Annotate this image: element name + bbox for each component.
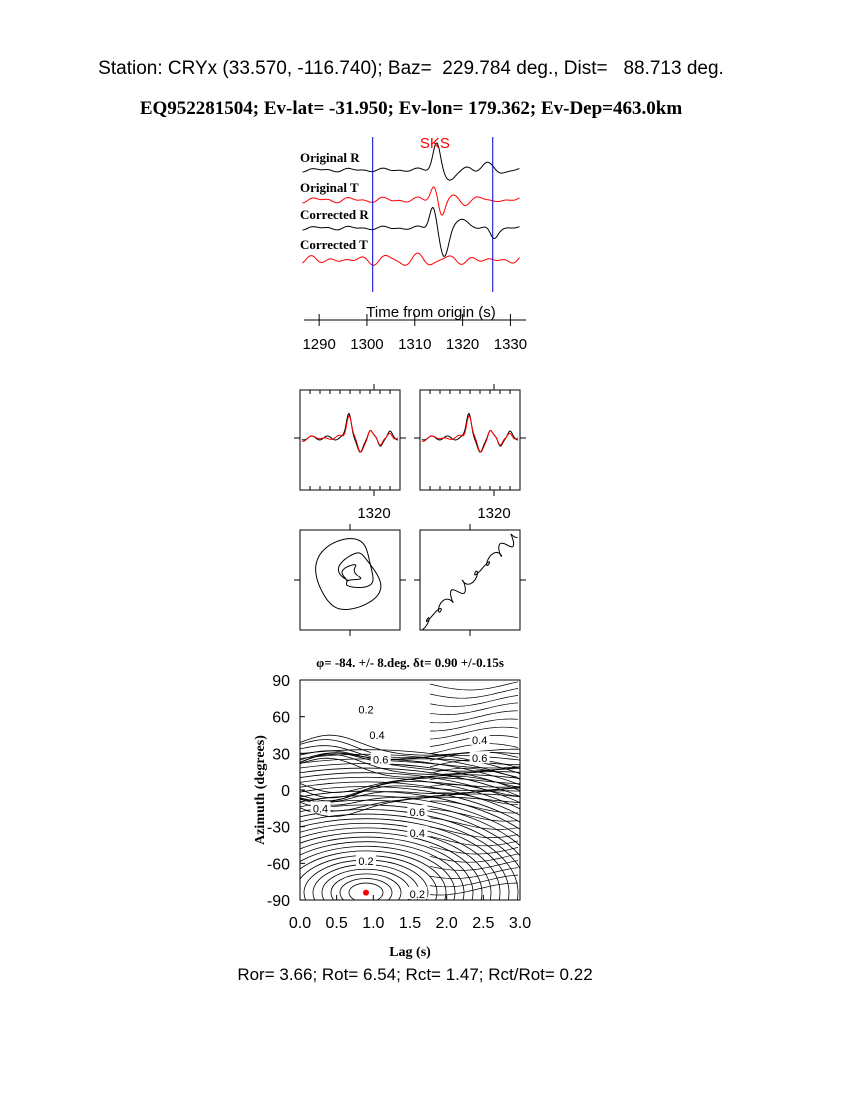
- grid-x-tick-label: 0.5: [325, 915, 348, 932]
- contour-line: [241, 1048, 491, 1100]
- grid-y-tick-label: -60: [266, 856, 290, 874]
- time-axis-label: Time from origin (s): [366, 304, 496, 321]
- time-tick-label: 1300: [350, 336, 384, 353]
- contour-line: [259, 1057, 473, 1100]
- phase-label: SKS: [419, 135, 450, 152]
- contour-label: 0.4: [312, 803, 329, 816]
- particle-path: [423, 534, 518, 630]
- contour-line: [250, 1052, 482, 1100]
- grid-x-tick-label: 2.5: [472, 915, 495, 932]
- contour-line: [214, 1034, 518, 1100]
- grid-x-tick-label: 0.0: [288, 915, 312, 932]
- contour-line: [106, 979, 626, 1100]
- contour-line: [151, 1002, 581, 1100]
- contour-line: [430, 801, 518, 813]
- contour-label: 0.4: [409, 827, 425, 840]
- energy-grid-panel: [88, 655, 644, 1100]
- contour-label: 0.4: [472, 734, 488, 747]
- overlay-tick-label-1: 1320: [357, 505, 391, 522]
- series-label-original-t: Original T: [300, 180, 359, 195]
- contour-line: [430, 719, 518, 731]
- grid-y-tick-label: -90: [266, 893, 290, 910]
- contour-line: [223, 1039, 509, 1100]
- contour-line: [160, 1006, 572, 1100]
- grid-title: φ= -84. +/- 8.deg. δt= 0.90 +/-0.15s: [316, 655, 504, 670]
- contour-label: 0.2: [358, 704, 374, 717]
- grid-x-tick-label: 2.0: [435, 915, 458, 932]
- series-label-corrected-t: Corrected T: [300, 237, 368, 252]
- grid-y-tick-label: -30: [266, 819, 290, 837]
- contour-line: [115, 983, 617, 1100]
- overlay-panel-2: [414, 384, 526, 522]
- contour-line: [295, 1075, 437, 1100]
- grid-y-tick-label: 90: [272, 673, 290, 690]
- contour-line: [268, 1062, 464, 1100]
- contour-line: [331, 1094, 401, 1100]
- contour-label: 0.6: [409, 807, 425, 819]
- time-tick-label: 1290: [302, 336, 336, 353]
- particle-motion-after: [414, 524, 526, 636]
- particle-motion-before: [294, 524, 406, 636]
- contour-line: [430, 883, 518, 895]
- grid-y-tick-label: 30: [272, 746, 290, 764]
- contour-label: 0.6: [373, 754, 389, 767]
- overlay-traces-1: [294, 384, 406, 496]
- seismogram-panel: [300, 135, 527, 353]
- overlay-trace: [422, 416, 518, 452]
- contour-line: [232, 1043, 500, 1100]
- contour-line: [430, 682, 518, 690]
- contour-line: [178, 1016, 554, 1100]
- contour-line: [196, 1025, 536, 1100]
- overlay-trace: [302, 416, 398, 452]
- station-title: Station: CRYx (33.570, -116.740); Baz= 229.784 deg., Dist= 88.713 deg.: [98, 58, 724, 79]
- time-tick-label: 1310: [398, 336, 432, 353]
- grid-xlabel: Lag (s): [389, 945, 431, 960]
- contour-label: 0.2: [358, 855, 374, 868]
- grid-y-tick-label: 0: [281, 783, 290, 800]
- grid-x-tick-label: 3.0: [508, 915, 532, 932]
- contour-line: [322, 1089, 410, 1100]
- overlay-panel-1: [294, 384, 406, 522]
- grid-y-tick-label: 60: [272, 709, 290, 727]
- contour-line: [430, 711, 518, 723]
- contour-line: [97, 974, 635, 1100]
- contour-line: [133, 993, 599, 1100]
- contour-line: [313, 1085, 419, 1100]
- contour-line: [286, 1071, 446, 1100]
- series-label-original-r: Original R: [300, 150, 360, 165]
- best-fit-marker: [363, 890, 369, 896]
- event-title: EQ952281504; Ev-lat= -31.950; Ev-lon= 179.362; Ev-Dep=463.0km: [139, 98, 683, 119]
- time-tick-label: 1320: [445, 336, 480, 353]
- grid-ylabel: Azimuth (degrees): [253, 735, 268, 845]
- particle-motion-trace-after: [414, 524, 526, 636]
- grid-x-tick-label: 1.5: [398, 915, 422, 932]
- particle-motion-trace-before: [294, 524, 406, 636]
- contour-line: [205, 1029, 527, 1100]
- grid-x-tick-label: 1.0: [362, 915, 385, 932]
- overlay-traces-2: [414, 384, 526, 496]
- contour-line: [124, 988, 608, 1100]
- contour-label: 0.4: [369, 730, 385, 742]
- contour-line: [304, 1080, 428, 1100]
- contour-line: [277, 1066, 455, 1100]
- stats-footer: Ror= 3.66; Rot= 6.54; Rct= 1.47; Rct/Rot= 0.22: [237, 965, 593, 984]
- overlay-tick-label-2: 1320: [477, 505, 511, 522]
- contour-line: [88, 970, 644, 1100]
- particle-path: [316, 539, 381, 610]
- contour-line: [169, 1011, 563, 1100]
- contour-line: [187, 1020, 545, 1100]
- seismogram-trace: [302, 253, 519, 265]
- contour-line: [142, 997, 590, 1100]
- contour-label: 0.2: [409, 888, 425, 901]
- time-tick-label: 1330: [493, 336, 528, 353]
- contour-label: 0.6: [472, 753, 488, 766]
- series-label-corrected-r: Corrected R: [300, 207, 369, 222]
